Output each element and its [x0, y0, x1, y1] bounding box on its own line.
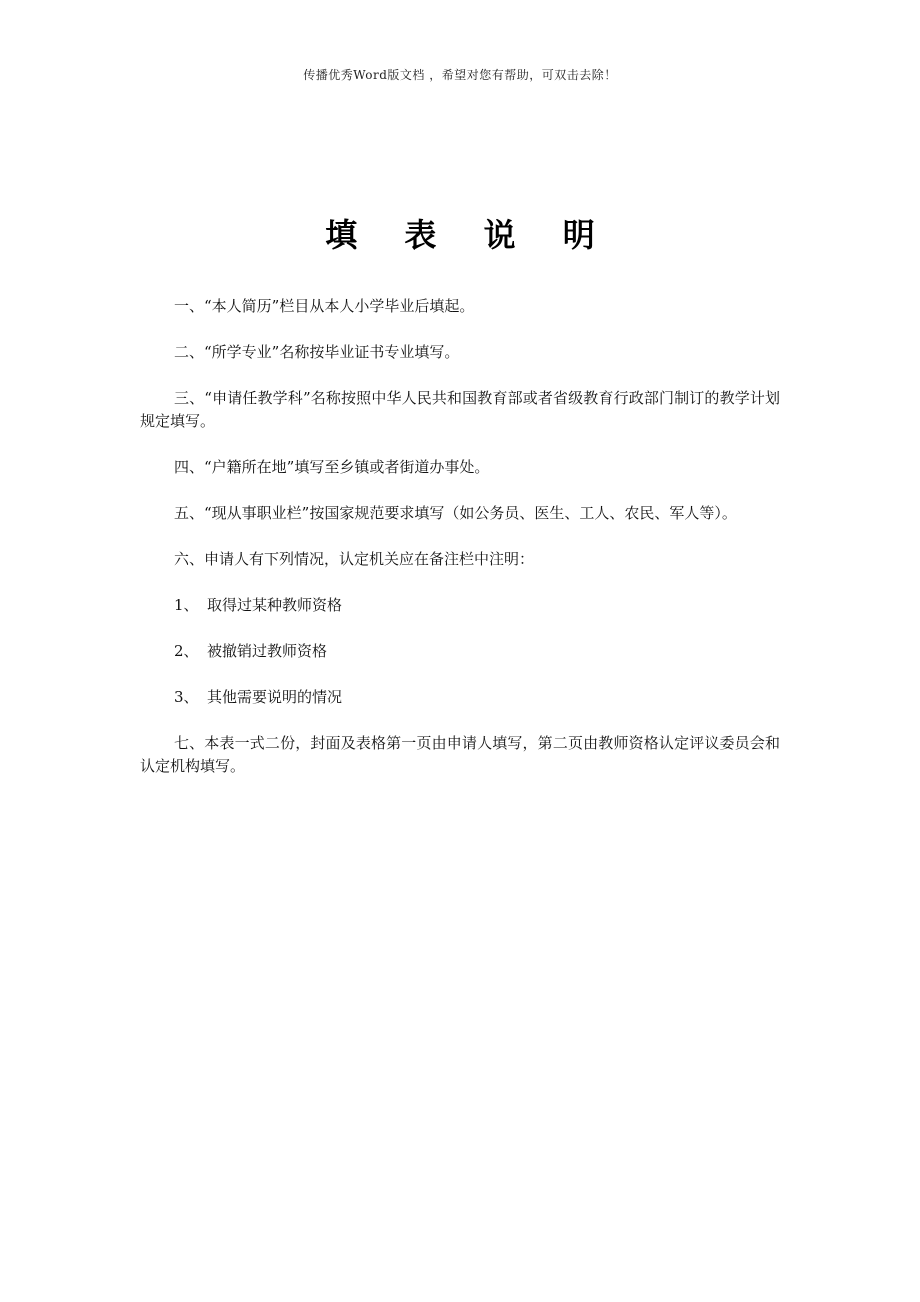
instruction-paragraph-5: 五、“现从事职业栏”按国家规范要求填写（如公务员、医生、工人、农民、军人等）。 — [174, 504, 737, 522]
sub-item-number: 3、 — [174, 688, 199, 706]
sub-item-text: 其他需要说明的情况 — [207, 688, 343, 706]
sub-item-number: 2、 — [174, 642, 199, 660]
instruction-paragraph-1: 一、“本人简历”栏目从本人小学毕业后填起。 — [174, 297, 475, 315]
sub-item-3 — [140, 686, 780, 709]
instruction-paragraph-3: 三、“申请任教学科”名称按照中华人民共和国教育部或者省级教育行政部门制订的教学计划规定填写。 — [140, 389, 780, 430]
instruction-paragraph-6: 六、申请人有下列情况，认定机关应在备注栏中注明： — [174, 550, 535, 568]
instruction-paragraph-4: 四、“户籍所在地”填写至乡镇或者街道办事处。 — [174, 458, 490, 476]
sub-item-text: 被撤销过教师资格 — [207, 642, 328, 660]
sub-item-text: 取得过某种教师资格 — [207, 596, 343, 614]
header-note: 传播优秀Word版文档 ，希望对您有帮助，可双击去除！ — [303, 68, 617, 82]
sub-item-number: 1、 — [174, 596, 199, 614]
instruction-paragraph-2: 二、“所学专业”名称按毕业证书专业填写。 — [174, 343, 460, 361]
instruction-paragraph-7: 七、本表一式二份，封面及表格第一页由申请人填写，第二页由教师资格认定评议委员会和认定机构填写。 — [140, 734, 780, 775]
sub-item-1 — [140, 594, 780, 617]
sub-item-2 — [140, 640, 780, 663]
page-title: 填 表 说 明 — [325, 216, 613, 254]
instructions-body — [140, 295, 780, 801]
